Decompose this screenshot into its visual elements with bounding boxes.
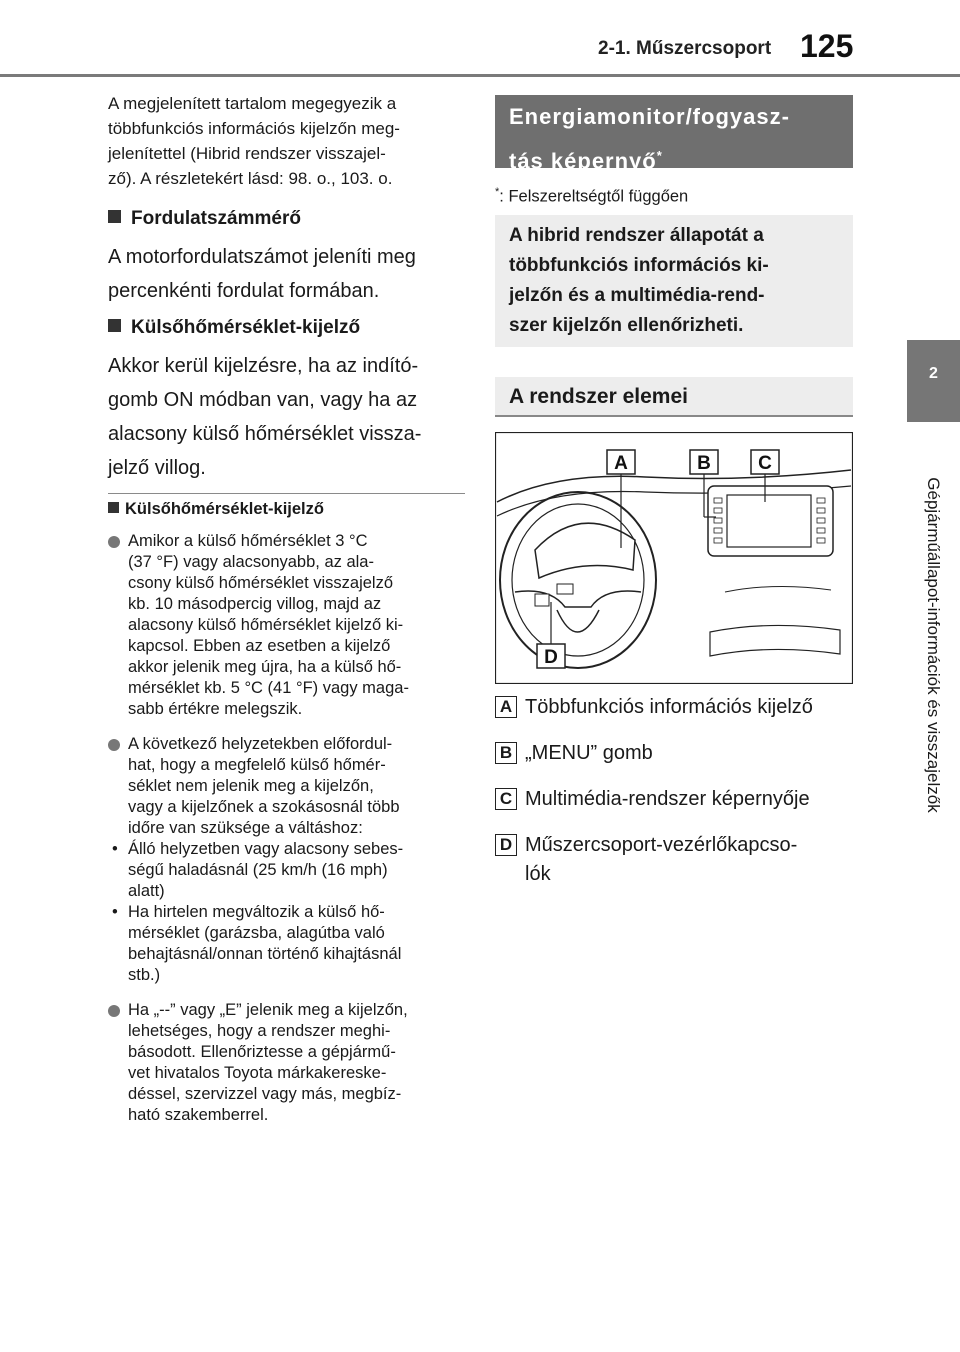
legend-item-c: C Multimédia-rendszer képernyője	[495, 784, 810, 814]
round-bullet-icon	[108, 536, 120, 548]
legend-key-a: A	[495, 696, 517, 718]
dashboard-diagram	[495, 432, 853, 684]
legend-item-d: D Műszercsoport-vezérlőkapcso-	[495, 830, 797, 860]
system-heading: A rendszer elemei	[495, 377, 853, 417]
list-item: Ha „--” vagy „E” jelenik meg a kijelzőn, lehetséges, hogy a rendszer meghi- básodott. Ellenőriztesse a gépjármű- vet hivatalos Toyota márkakereske- déssel, szervizzel vagy más, megbíz- ható szakemberrel.	[108, 1000, 468, 1126]
bullet-list	[108, 531, 468, 1126]
temp-text: Akkor kerül kijelzésre, ha az indító- gomb ON módban van, vagy ha az alacsony külső hőmérséklet vissza- jelző villog.	[108, 355, 422, 479]
tacho-heading: Fordulatszámmérő	[108, 206, 468, 232]
legend-key-c: C	[495, 788, 517, 810]
list-item: A következő helyzetekben előfordul- hat, hogy a megfelelő külső hőmér- séklet nem jelenik meg a kijelzőn, vagy a kijelzőnek a szokásosnál több időre van szüksége a váltáshoz:	[108, 734, 468, 839]
sub-list-item: • Álló helyzetben vagy alacsony sebes- ségű haladásnál (25 km/h (16 mph) alatt)	[112, 840, 404, 900]
legend-item-d-continued: lók	[525, 863, 551, 885]
page-number: 125	[800, 28, 854, 64]
legend-key-d: D	[495, 834, 517, 856]
energy-monitor-title: Energiamonitor/fogyasz- tás képernyő*	[495, 95, 853, 168]
callout-c: C	[758, 453, 772, 474]
legend-item-a: A Többfunkciós információs kijelző	[495, 692, 813, 722]
list-item: Amikor a külső hőmérséklet 3 °C (37 °F) vagy alacsonyabb, az ala- csony külső hőmérséklet visszajelző kb. 10 másodpercig villog, majd az alacsony külső hőmérséklet kijelző ki- kapcsol. Ebben az esetben a kijelző akkor jelenik meg újra, ha a külső hő- mérséklet kb. 5 °C (41 °F) vagy maga- sabb értékre melegszik.	[108, 531, 468, 720]
section-divider	[108, 493, 465, 494]
callout-a: A	[614, 453, 628, 474]
chapter-number: 2	[929, 365, 938, 382]
note-heading: Külsőhőmérséklet-kijelző	[108, 500, 468, 519]
section-title: 2-1. Műszercsoport	[598, 38, 772, 59]
square-bullet-icon	[108, 319, 121, 332]
temp-heading: Külsőhőmérséklet-kijelző	[108, 315, 468, 341]
sub-bullet-icon: •	[112, 903, 118, 921]
tacho-text: A motorfordulatszámot jeleníti meg percenkénti fordulat formában.	[108, 246, 416, 302]
sub-list-item: • Ha hirtelen megváltozik a külső hő- mérséklet (garázsba, alagútba való behajtásnál/onnan történő kihajtásnál stb.)	[112, 903, 402, 984]
callout-d: D	[544, 647, 558, 668]
info-box: A hibrid rendszer állapotát a többfunkciós információs ki- jelzőn és a multimédia-rend- szer kijelzőn ellenőrizheti.	[495, 215, 853, 347]
round-bullet-icon	[108, 1005, 120, 1017]
intro-paragraph: A megjelenített tartalom megegyezik a többfunkciós információs kijelzőn meg- jelenítettel (Hibrid rendszer visszajel- ző). A részletekért lásd: 98. o., 103. o.	[108, 94, 400, 188]
callout-b: B	[697, 453, 711, 474]
round-bullet-icon	[108, 739, 120, 751]
sub-bullet-icon: •	[112, 840, 118, 858]
square-bullet-icon	[108, 502, 119, 513]
legend-item-b: B „MENU” gomb	[495, 738, 653, 768]
legend-key-b: B	[495, 742, 517, 764]
header-divider	[0, 74, 960, 77]
footnote: *: Felszereltségtől függően	[495, 186, 689, 206]
chapter-title-vertical: Gépjárműállapot-információk és visszajelzők	[924, 477, 943, 813]
square-bullet-icon	[108, 210, 121, 223]
